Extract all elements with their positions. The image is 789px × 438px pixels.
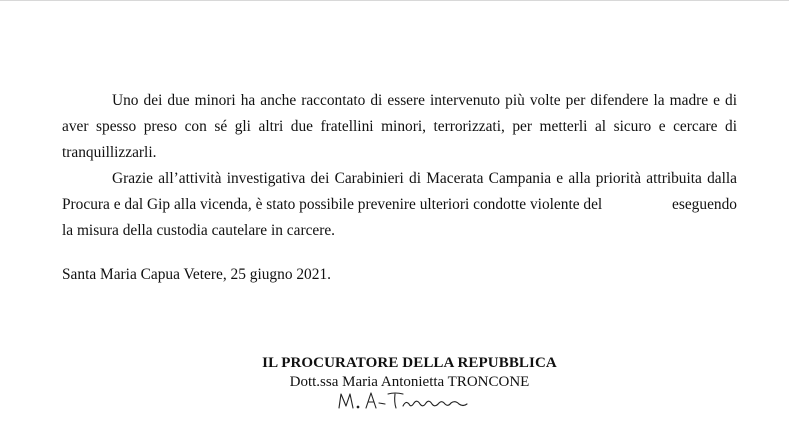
handwritten-signature — [333, 388, 483, 416]
dateline — [62, 262, 331, 288]
paragraph-line — [62, 140, 737, 166]
text-line: Uno dei due minori ha anche raccontato di essere intervenuto più volte per difendere la madre e di — [112, 92, 737, 109]
paragraph-line — [62, 88, 737, 114]
text-line: Procura e dal Gip alla vicenda, è stato possibile prevenire ulteriori condotte violente del — [62, 196, 603, 213]
paragraph-testimony — [62, 88, 737, 166]
text-line: la misura della custodia cautelare in carcere. — [62, 222, 336, 239]
signature-block — [0, 354, 789, 392]
text-line: tranquillizzarli. — [62, 144, 157, 161]
paragraph-investigation — [62, 166, 737, 244]
paragraph-line — [62, 166, 737, 192]
text-line: aver spesso preso con sé gli altri due fratellini minori, terrorizzati, per metterli al sicuro e cercare di — [62, 118, 737, 135]
paragraph-line — [62, 114, 737, 140]
signatory-name: Dott.ssa Maria Antonietta TRONCONE — [289, 374, 530, 390]
text-line: Grazie all’attività investigativa dei Carabinieri di Macerata Campania e alla priorità attribuita dalla — [112, 170, 737, 187]
paragraph-line — [62, 218, 737, 244]
text-line-continuation: eseguendo — [672, 196, 737, 213]
dateline-text: Santa Maria Capua Vetere, 25 giugno 2021. — [62, 266, 331, 283]
paragraph-line — [62, 192, 737, 218]
signatory-title: IL PROCURATORE DELLA REPUBBLICA — [262, 355, 557, 371]
page-edge — [0, 0, 789, 1]
